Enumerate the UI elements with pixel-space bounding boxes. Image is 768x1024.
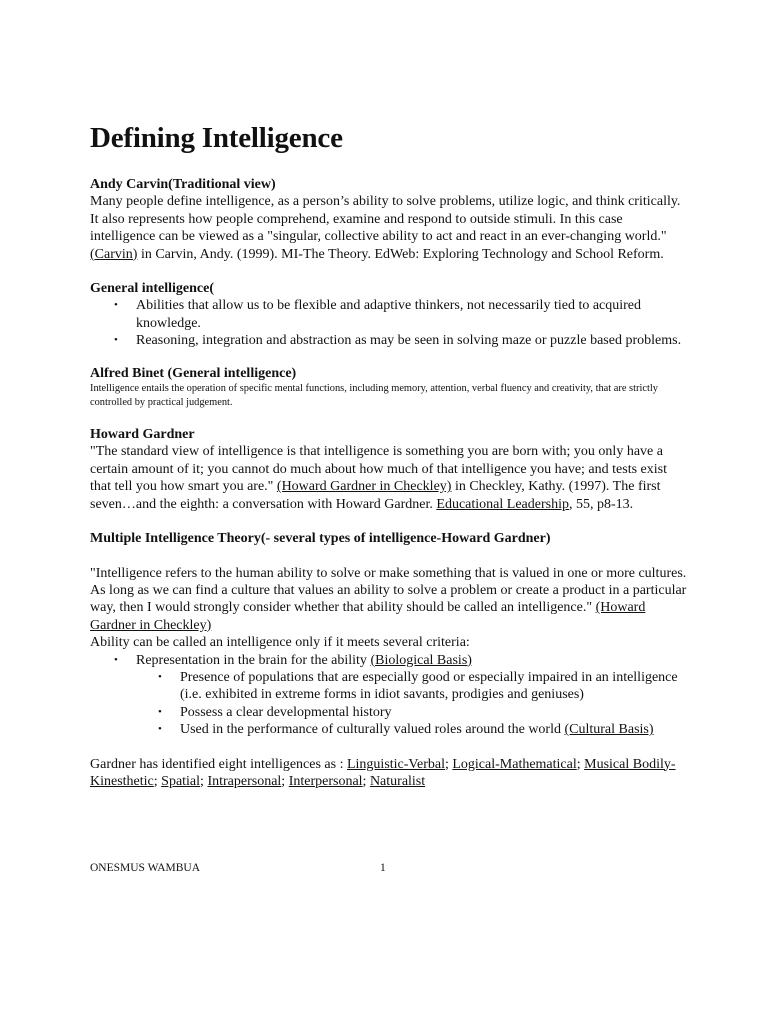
mi-heading: Multiple Intelligence Theory(- several types of intelligence-Howard Gardner) <box>90 531 551 547</box>
mi-quote: "Intelligence refers to the human ability to solve or make something that is valued in one or more cultures. As long as we can find a culture that values an ability to solve a problem or create a product in a particular way, then I would strongly consider whether that ability should be called an intelligence." (Howard Gardner in Checkley) <box>90 565 687 633</box>
document-title: Defining Intelligence <box>90 122 343 154</box>
intelligence-link[interactable]: Musical Bodily-Kinesthetic <box>90 756 676 789</box>
bullet-icon: • <box>114 653 118 666</box>
criteria-intro: Ability can be called an intelligence only if it meets several criteria: <box>90 635 470 651</box>
page-number: 1 <box>380 862 386 874</box>
general-list <box>90 297 690 349</box>
criteria-sublist <box>90 669 690 739</box>
journal-link[interactable]: Educational Leadership <box>436 496 569 512</box>
general-heading: General intelligence( <box>90 281 215 297</box>
intelligence-link[interactable]: Naturalist <box>369 773 426 789</box>
list-item: • Used in the performance of culturally valued roles around the world (Cultural Basis) <box>158 722 654 738</box>
list-item: • Representation in the brain for the ability (Biological Basis) <box>114 652 472 668</box>
list-item: • Reasoning, integration and abstraction as may be seen in solving maze or puzzle based problems. <box>114 333 682 349</box>
mi-checkley-link[interactable]: (Howard Gardner in Checkley) <box>90 600 646 633</box>
intelligence-link[interactable]: Logical-Mathematical <box>452 756 577 772</box>
list-item: • Presence of populations that are especially good or especially impaired in an intelligence (i.e. exhibited in extreme forms in idiot savants, prodigies and geniuses) <box>158 669 678 703</box>
bullet-icon: • <box>158 723 162 736</box>
carvin-link[interactable]: (Carvin) <box>90 246 138 262</box>
carvin-paragraph <box>90 193 690 263</box>
document-body <box>90 176 690 790</box>
intelligence-link[interactable]: Intrapersonal <box>207 773 282 789</box>
cultural-basis-link[interactable]: (Cultural Basis) <box>564 722 654 738</box>
gardner-checkley-link[interactable]: (Howard Gardner in Checkley) <box>276 479 452 495</box>
list-item: • Abilities that allow us to be flexible and adaptive thinkers, not necessarily tied to acquired knowledge. <box>114 298 642 331</box>
bullet-icon: • <box>158 705 162 718</box>
page-footer <box>90 862 690 874</box>
list-item: • Possess a clear developmental history <box>158 704 392 720</box>
intelligence-link[interactable]: Interpersonal <box>288 773 363 789</box>
carvin-text-before: Many people define intelligence, as a person’s ability to solve problems, utilize logic, and think critically. It also represents how people comprehend, examine and respond to outside stimuli. In this case intelligence can be viewed as a "singular, collective ability to act and react in an ever-changing world." <box>90 194 681 245</box>
binet-heading: Alfred Binet (General intelligence) <box>90 365 297 381</box>
gardner-paragraph: "The standard view of intelligence is that intelligence is something you are born with; you only have a certain amount of it; you cannot do much about how much of that intelligence you have; and tests exist that tell you how smart you are." (Howard Gardner in Checkley) in Checkley, Kathy. (1997). The first seven…and the eighth: a conversation with Howard Gardner. Educational Leadership, 55, p8-13. <box>90 444 667 512</box>
biological-basis-link[interactable]: (Biological Basis) <box>370 652 472 668</box>
intelligence-link[interactable]: Linguistic-Verbal <box>346 756 445 772</box>
carvin-heading: Andy Carvin(Traditional view) <box>90 177 276 192</box>
bullet-icon: • <box>158 670 162 683</box>
eight-intelligences: Gardner has identified eight intelligences as : Linguistic-Verbal; Logical-Mathematical; Musical Bodily-Kinesthetic; Spatial; Intrapersonal; Interpersonal; Naturalist <box>90 756 676 789</box>
footer-author: ONESMUS WAMBUA <box>90 862 201 874</box>
gardner-heading: Howard Gardner <box>90 427 195 443</box>
intelligence-link[interactable]: Spatial <box>161 773 201 789</box>
bullet-icon: • <box>114 334 118 347</box>
bullet-icon: • <box>114 299 118 312</box>
binet-paragraph: Intelligence entails the operation of specific mental functions, including memory, attention, verbal fluency and creativity, that are strictly controlled by practical judgement. <box>90 383 658 408</box>
criteria-list <box>90 652 690 669</box>
carvin-text-after: in Carvin, Andy. (1999). MI-The Theory. EdWeb: Exploring Technology and School Reform. <box>137 246 664 262</box>
